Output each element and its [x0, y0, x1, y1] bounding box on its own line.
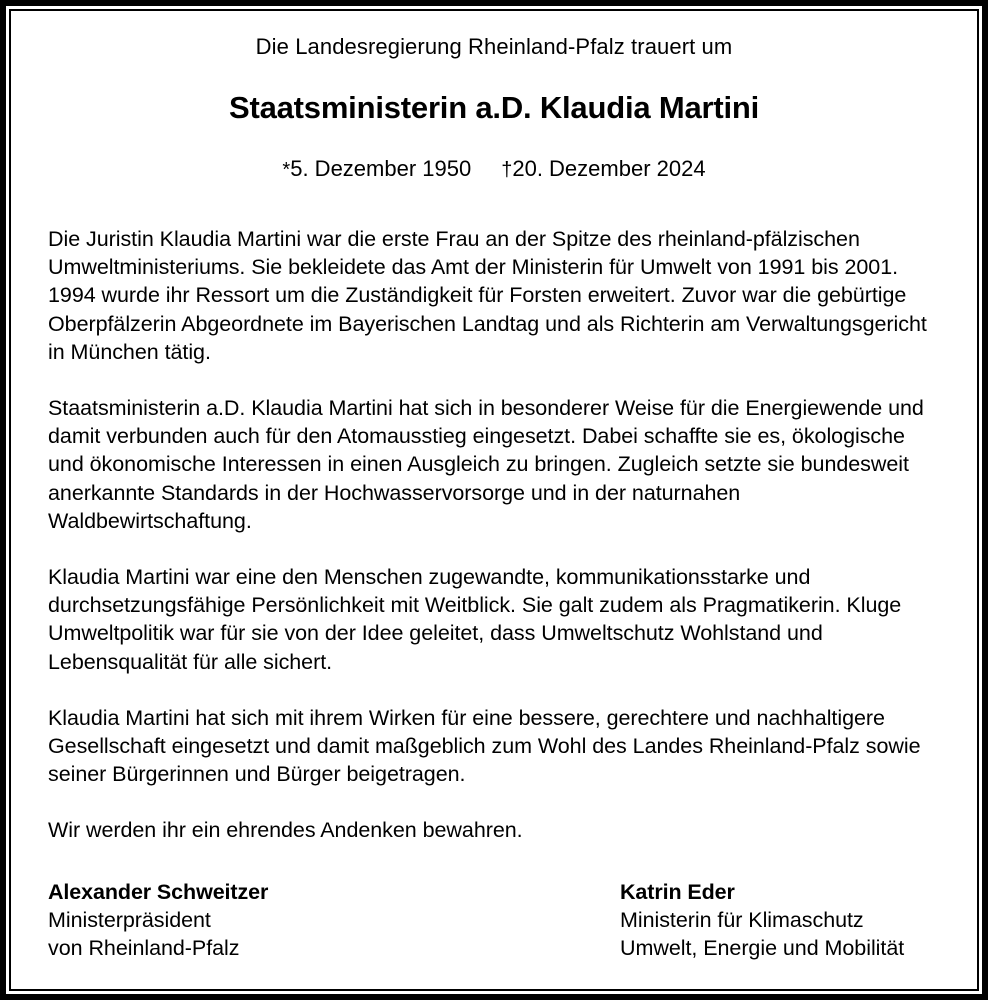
signatory-name: Alexander Schweitzer [48, 879, 269, 904]
body-paragraph: Klaudia Martini hat sich mit ihrem Wirken für eine bessere, gerechtere und nachhaltigere Gesellschaft eingesetzt und damit maßgeblich zum Wohl des Landes Rheinland-Pfalz sowie seiner Bürgerinnen und Bürger beigetragen. [48, 705, 921, 787]
signatory-name: Katrin Eder [620, 879, 735, 904]
life-dates [42, 155, 946, 184]
signature-minister-president [48, 878, 620, 962]
deceased-name: Staatsministerin a.D. Klaudia Martini [228, 90, 760, 125]
birth-date: 5. Dezember 1950 [290, 156, 472, 181]
signatory-title-line-1: Ministerpräsident [48, 907, 211, 932]
signature-environment-minister [620, 878, 979, 962]
body-paragraph: Klaudia Martini war eine den Menschen zugewandte, kommunikationsstarke und durchsetzungsfähige Persönlichkeit mit Weitblick. Sie galt zudem als Pragmatikerin. Kluge Umweltpolitik war für sie von der Idee geleitet, dass Umweltschutz Wohlstand und Lebensqualität für alle sichert. [48, 565, 902, 674]
mourning-organization-line: Die Landesregierung Rheinland-Pfalz trauert um [255, 34, 733, 59]
notice-inner-frame [9, 9, 979, 991]
born-symbol: * [282, 159, 291, 181]
signatory-title-line-2: von Rheinland-Pfalz [48, 935, 240, 960]
body-paragraph: Staatsministerin a.D. Klaudia Martini hat sich in besonderer Weise für die Energiewende und damit verbunden auch für den Atomausstieg eingesetzt. Dabei schaffte sie es, ökologische und ökonomische Interessen in einen Ausgleich zu bringen. Zugleich setzte sie bundesweit anerkannte Standards in der Hochwasservorsorge und in der naturnahen Waldbewirtschaftung. [48, 396, 924, 533]
closing-line: Wir werden ihr ein ehrendes Andenken bewahren. [48, 818, 523, 843]
obituary-body [42, 225, 946, 845]
signature-block [42, 878, 946, 962]
died-symbol: † [501, 159, 513, 181]
signatory-title-line-2: Umwelt, Energie und Mobilität [620, 935, 905, 960]
body-paragraph: Die Juristin Klaudia Martini war die erste Frau an der Spitze des rheinland-pfälzischen Umweltministeriums. Sie bekleidete das Amt der Ministerin für Umwelt von 1991 bis 2001. 1994 wurde ihr Ressort um die Zuständigkeit für Forsten erweitert. Zuvor war die gebürtige Oberpfälzerin Abgeordnete im Bayerischen Landtag und als Richterin am Verwaltungsgericht in München tätig. [48, 227, 927, 364]
death-date: 20. Dezember 2024 [512, 156, 706, 181]
signatory-title-line-1: Ministerin für Klimaschutz [620, 907, 864, 932]
